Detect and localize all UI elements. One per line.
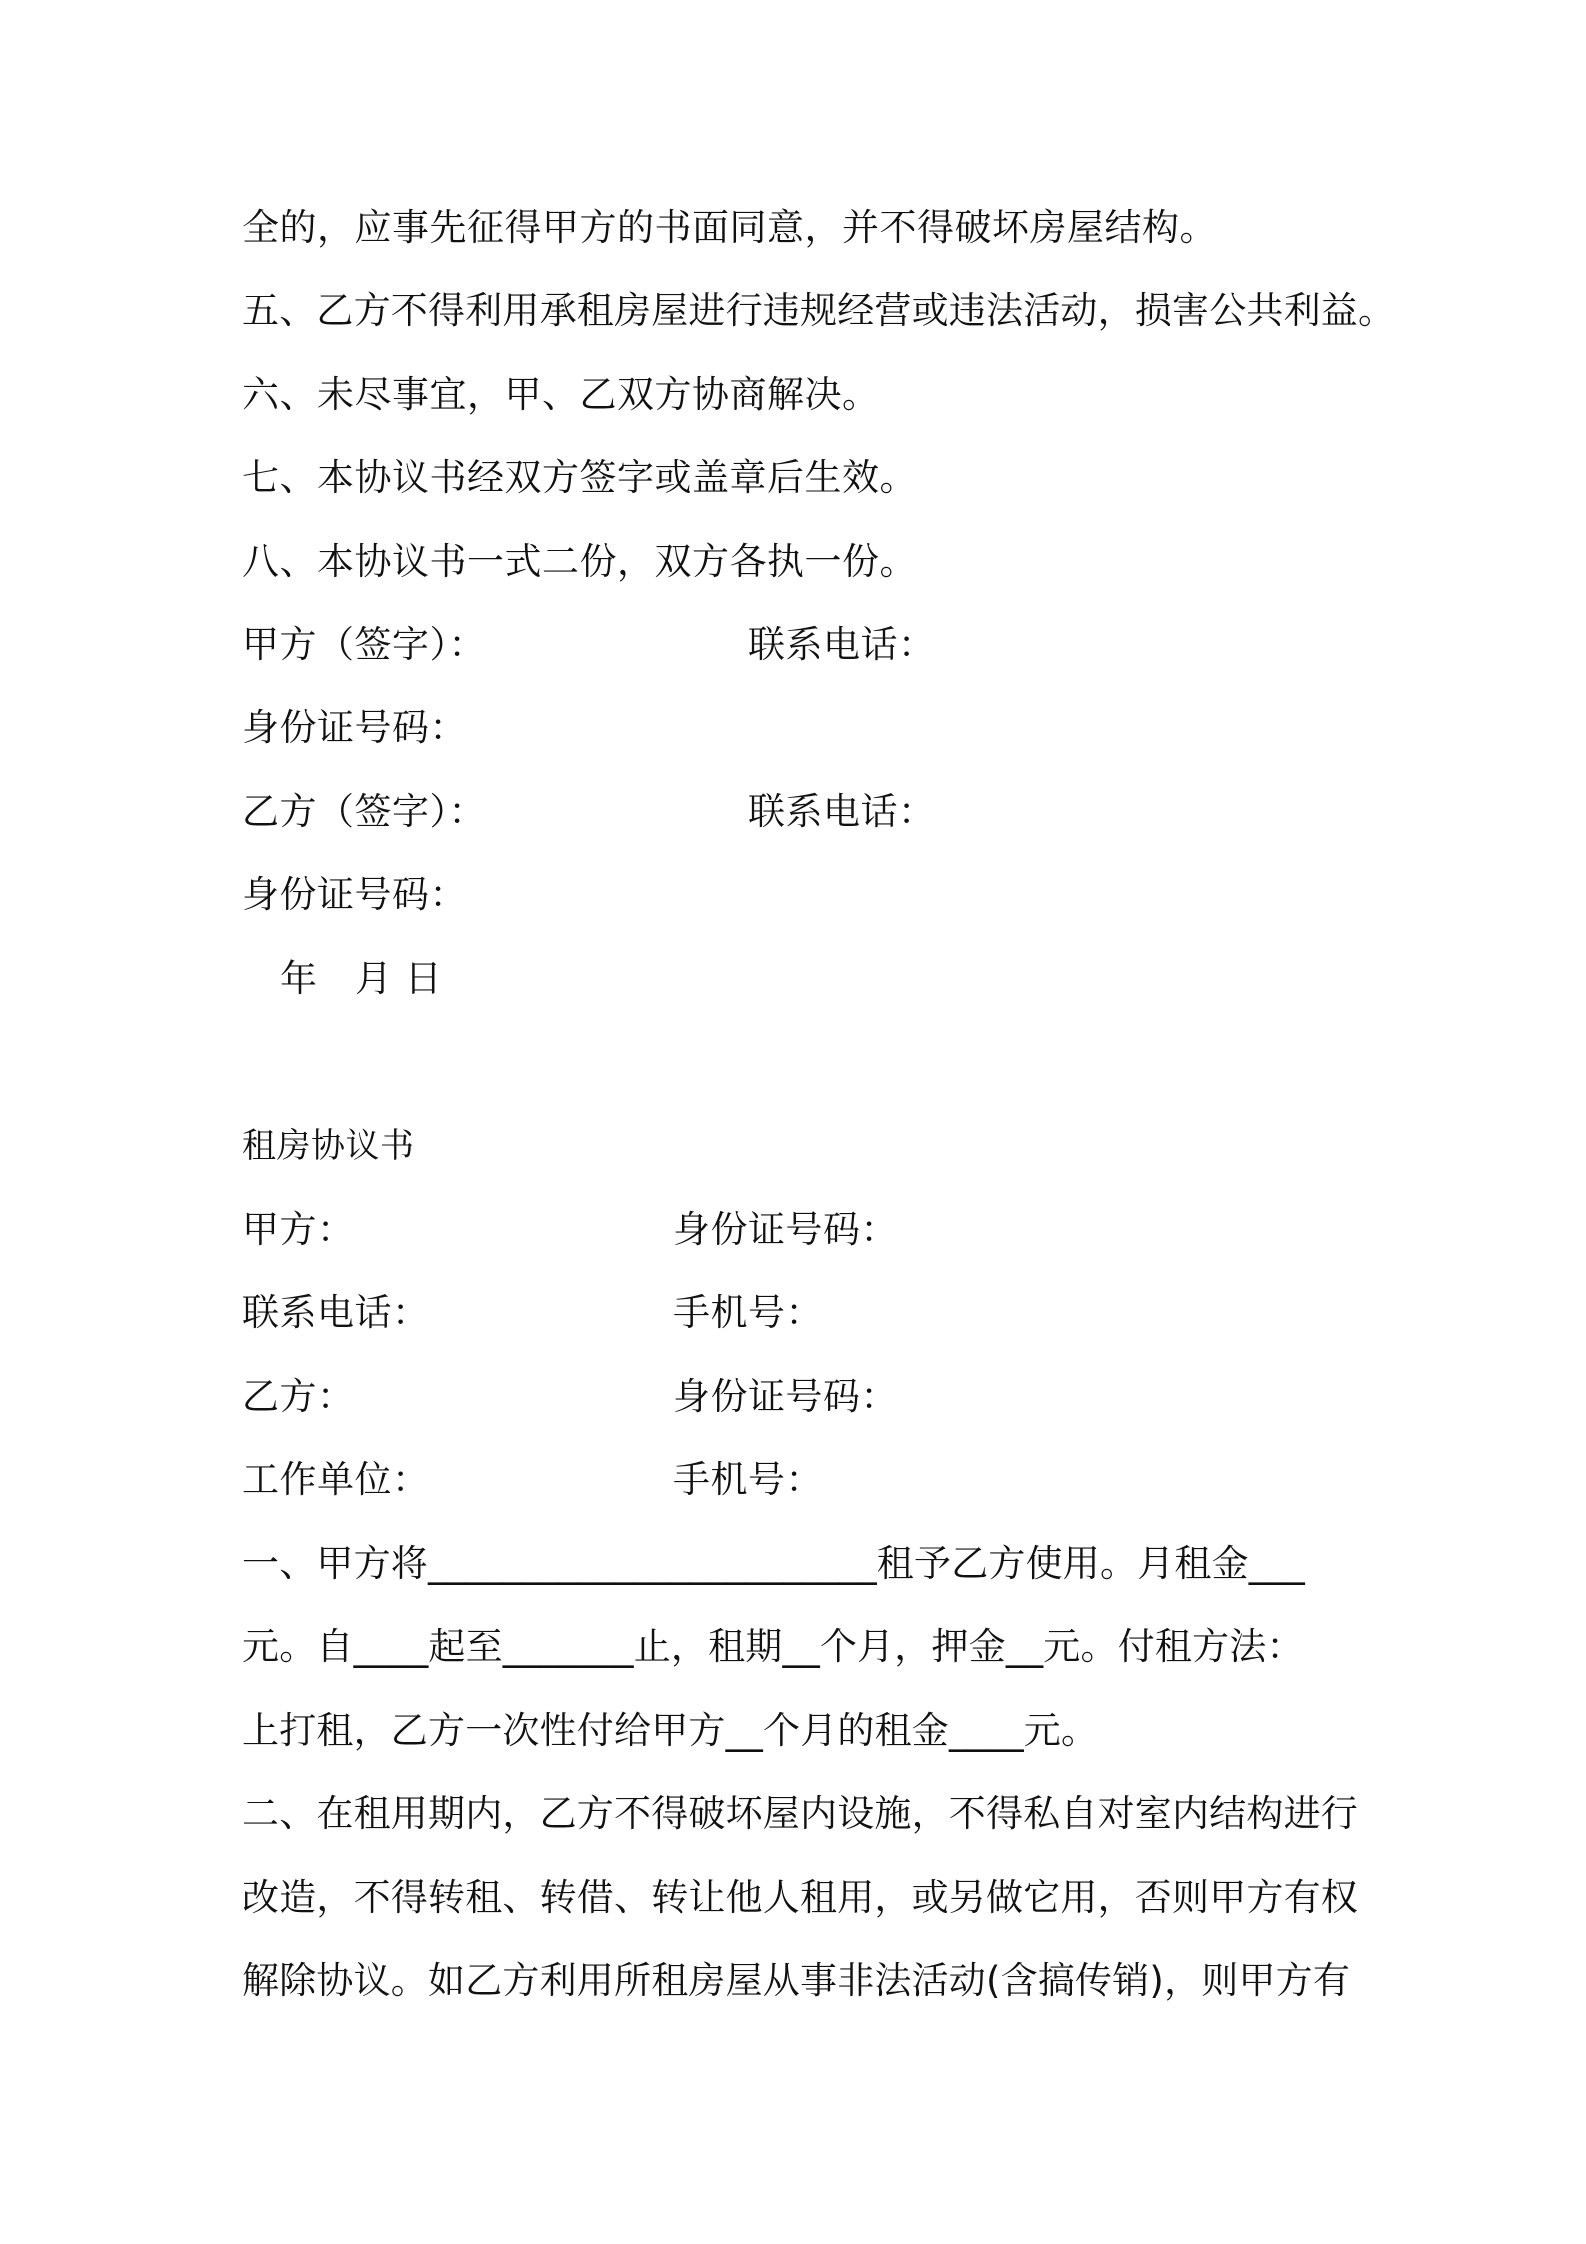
party-a-id-label: 身份证号码：: [242, 706, 467, 749]
party-b-id-label: 身份证号码：: [242, 873, 467, 916]
party-b-phone-label: 联系电话：: [748, 790, 936, 833]
clause-two-line-1: 二、在租用期内，乙方不得破坏屋内设施，不得私自对室内结构进行: [242, 1792, 1358, 1835]
work-unit-label: 工作单位：: [242, 1458, 430, 1501]
party-b-id-field-label: 身份证号码：: [673, 1375, 898, 1418]
party-b-signature-label: 乙方（签字）：: [242, 790, 486, 833]
clause-seven: 七、本协议书经双方签字或盖章后生效。: [242, 456, 917, 499]
clause-one-line-3: 上打租，乙方一次性付给甲方__个月的租金____元。: [242, 1709, 1099, 1752]
clause-two-line-2: 改造，不得转租、转借、转让他人租用，或另做它用，否则甲方有权: [242, 1876, 1358, 1919]
clause-one-line-2: 元。自____起至_______止，租期__个月，押金__元。付租方法：: [242, 1625, 1304, 1668]
party-a-signature-label: 甲方（签字）：: [242, 623, 486, 666]
party-b-label: 乙方：: [242, 1375, 355, 1418]
clause-six: 六、未尽事宜，甲、乙双方协商解决。: [242, 373, 880, 416]
mobile-b-label: 手机号：: [673, 1458, 823, 1501]
clause-five: 五、乙方不得利用承租房屋进行违规经营或违法活动，损害公共利益。: [242, 289, 1396, 332]
paragraph-line: 全的，应事先征得甲方的书面同意，并不得破坏房屋结构。: [242, 206, 1217, 249]
party-a-id-field-label: 身份证号码：: [673, 1208, 898, 1251]
contact-phone-label: 联系电话：: [242, 1291, 430, 1334]
party-a-phone-label: 联系电话：: [748, 623, 936, 666]
mobile-a-label: 手机号：: [673, 1291, 823, 1334]
clause-one-line-1: 一、甲方将________________________租予乙方使用。月租金___: [242, 1542, 1305, 1585]
party-a-label: 甲方：: [242, 1208, 355, 1251]
date-line: 年 月 日: [280, 957, 443, 1000]
clause-two-line-3: 解除协议。如乙方利用所租房屋从事非法活动(含搞传销)，则甲方有: [242, 1959, 1351, 2002]
clause-eight: 八、本协议书一式二份，双方各执一份。: [242, 540, 917, 583]
agreement-title: 租房协议书: [242, 1126, 415, 1166]
